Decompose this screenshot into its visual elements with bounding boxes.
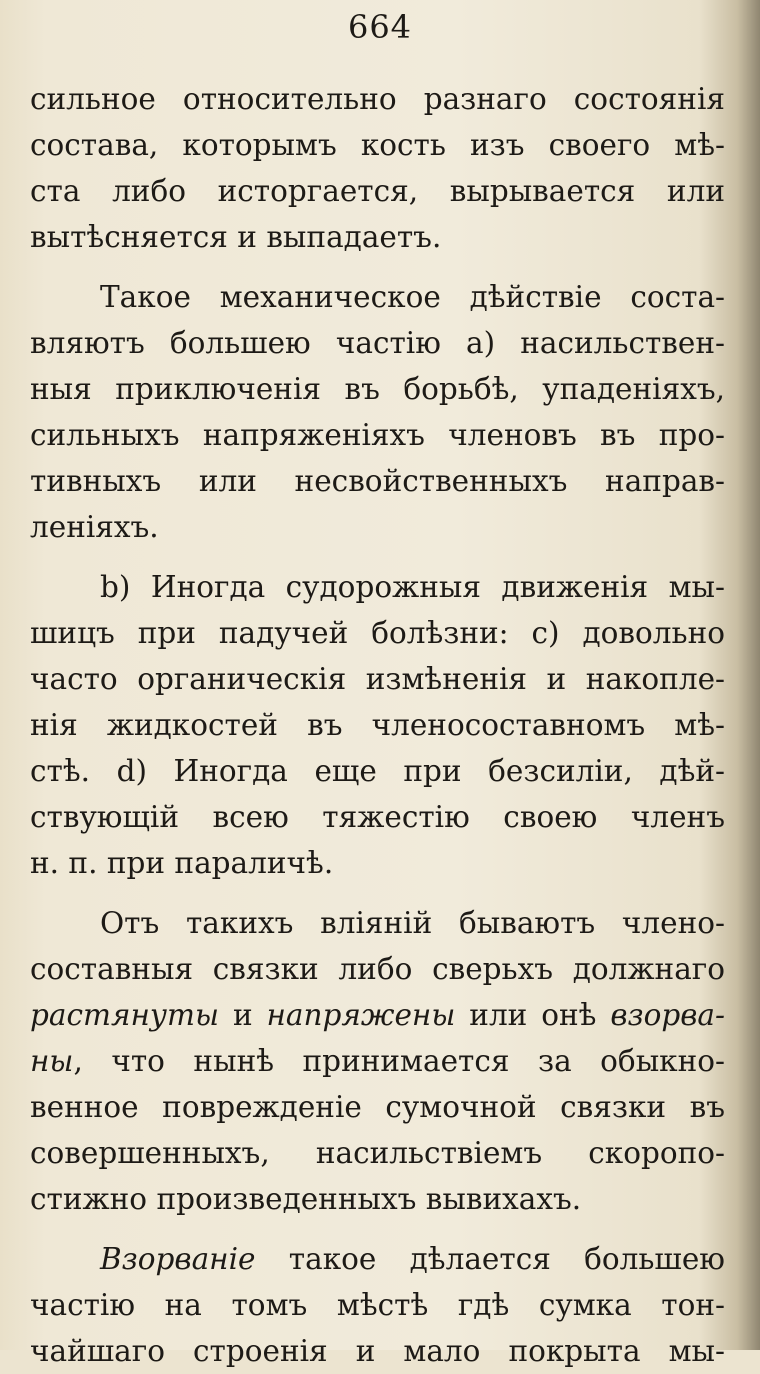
text-segment: ныя приключенія въ борьбѣ, упаденіяхъ, <box>30 372 725 406</box>
text-segment: вляютъ большею частію а) насильствен- <box>30 326 725 360</box>
text-line <box>30 840 725 886</box>
italic-text-segment: напряжены <box>266 998 456 1032</box>
text-segment: и <box>219 998 267 1032</box>
text-line <box>30 76 725 122</box>
page-number: 664 <box>347 8 413 46</box>
text-line <box>30 412 725 458</box>
italic-text-segment: растянуты <box>30 998 220 1032</box>
text-segment: составныя связки либо сверьхъ должнаго <box>30 952 725 986</box>
text-segment: тивныхъ или несвойственныхъ направ- <box>30 464 725 498</box>
text-line <box>100 1236 725 1282</box>
text-segment: часто органическія измѣненія и накопле- <box>30 662 725 696</box>
text-segment: такое дѣлается большею <box>255 1242 725 1276</box>
text-line <box>30 946 725 992</box>
text-line <box>100 274 725 320</box>
text-line <box>30 1176 725 1222</box>
text-segment: нія жидкостей въ членосоставномъ мѣ- <box>30 708 725 742</box>
text-segment: чайшаго строенія и мало покрыта мы- <box>30 1334 725 1368</box>
text-line <box>30 702 725 748</box>
text-line <box>30 320 725 366</box>
text-line <box>30 168 725 214</box>
text-segment: шицъ при падучей болѣзни: c) довольно <box>30 616 725 650</box>
text-line <box>30 122 725 168</box>
text-line <box>100 564 725 610</box>
text-segment: состава, которымъ кость изъ своего мѣ- <box>30 128 725 162</box>
text-segment: сильное относительно разнаго состоянія <box>30 82 725 116</box>
text-line <box>30 1038 725 1084</box>
text-segment: венное поврежденіе сумочной связки въ <box>30 1090 725 1124</box>
text-line <box>30 1084 725 1130</box>
text-line <box>30 748 725 794</box>
text-line <box>30 1282 725 1328</box>
italic-text-segment: ны <box>30 1044 74 1078</box>
text-line <box>100 900 725 946</box>
italic-text-segment: взорва- <box>610 998 725 1032</box>
text-line <box>30 656 725 702</box>
text-segment: леніяхъ. <box>30 510 159 544</box>
text-segment: Отъ такихъ вліяній бываютъ члено- <box>100 906 725 940</box>
text-segment: стѣ. d) Иногда еще при безсиліи, дѣй- <box>30 754 725 788</box>
text-segment: совершенныхъ, насильствіемъ скоропо- <box>30 1136 725 1170</box>
text-segment: сильныхъ напряженіяхъ членовъ въ про- <box>30 418 725 452</box>
text-segment: ста либо исторгается, вырывается или <box>30 174 725 208</box>
text-segment: Такое механическое дѣйствіе соста- <box>100 280 725 314</box>
text-segment: или онѣ <box>455 998 611 1032</box>
text-line <box>30 992 725 1038</box>
text-segment: ствующій всею тяжестію своею членъ <box>30 800 725 834</box>
text-segment: н. п. при параличѣ. <box>30 846 334 880</box>
text-segment: частію на томъ мѣстѣ гдѣ сумка тон- <box>30 1288 725 1322</box>
text-line <box>30 504 725 550</box>
text-segment: вытѣсняется и выпадаетъ. <box>30 220 442 254</box>
text-segment: , что нынѣ принимается за обыкно- <box>73 1044 725 1078</box>
text-line <box>30 794 725 840</box>
italic-text-segment: Взорваніе <box>100 1242 256 1276</box>
text-segment: b) Иногда судорожныя движенія мы- <box>100 570 725 604</box>
text-line <box>30 1130 725 1176</box>
text-line <box>30 214 725 260</box>
text-line <box>30 610 725 656</box>
text-line <box>30 458 725 504</box>
text-line <box>30 366 725 412</box>
text-segment: стижно произведенныхъ вывихахъ. <box>30 1182 582 1216</box>
text-line <box>30 1328 725 1374</box>
